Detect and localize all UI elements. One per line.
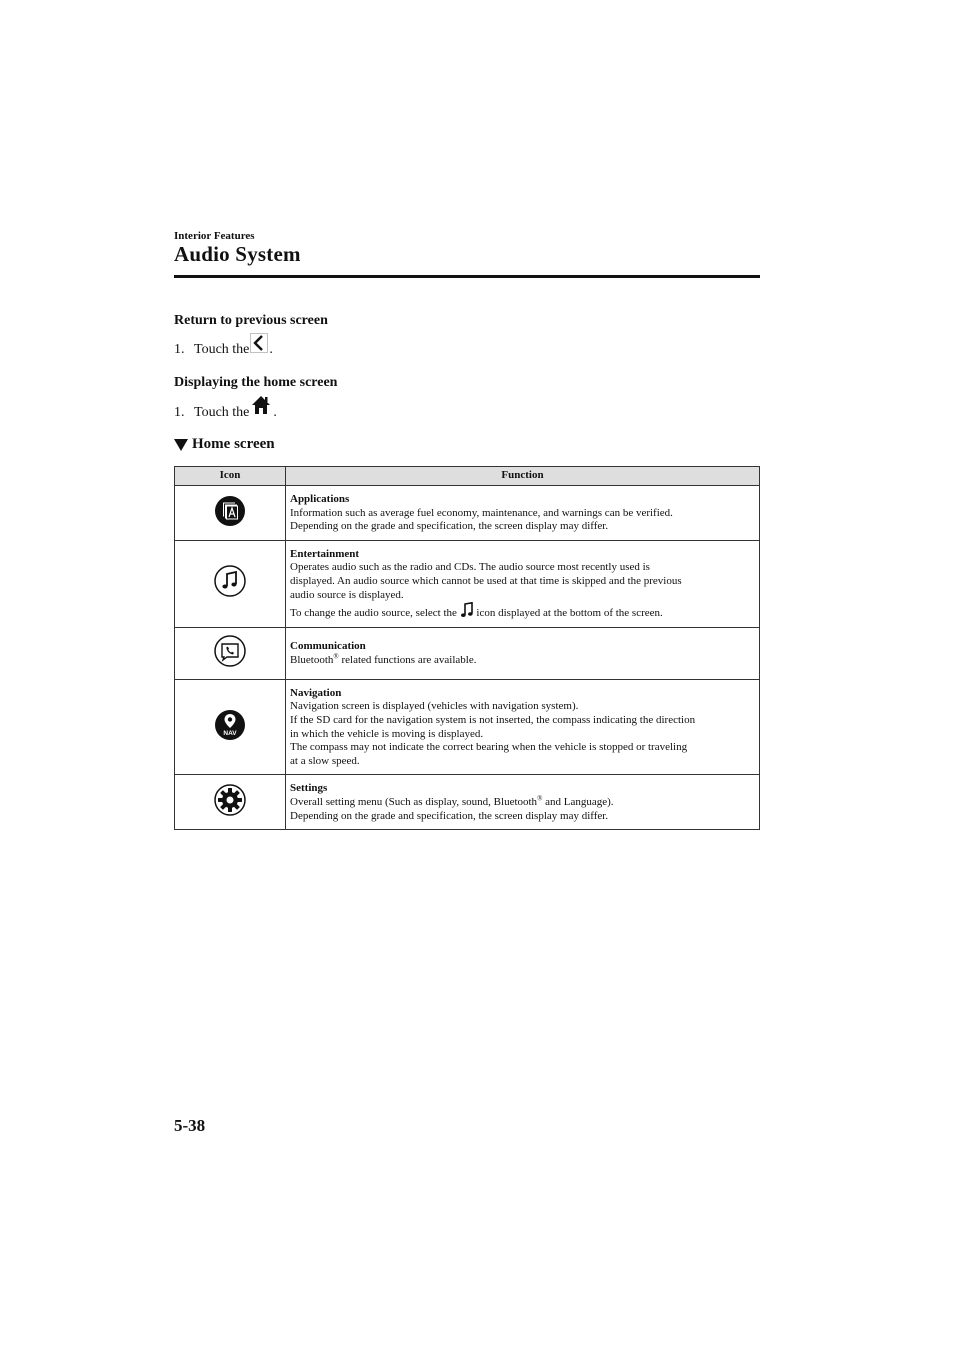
function-line: Navigation screen is displayed (vehicles with navigation system). — [290, 700, 579, 713]
function-cell — [286, 775, 760, 830]
step-number: 1. — [174, 405, 185, 420]
page-number: 5-38 — [174, 1116, 206, 1135]
header-function: Function — [286, 467, 760, 486]
function-cell — [286, 540, 760, 627]
function-text: Bluetooth — [290, 653, 334, 666]
home-display-step — [174, 394, 277, 421]
gear-icon — [214, 807, 246, 819]
function-line: Depending on the grade and specification, the screen display may differ. — [290, 520, 609, 533]
icon-cell — [175, 540, 286, 627]
table-row — [175, 540, 760, 627]
step-text: Touch the — [194, 405, 250, 420]
function-line: Information such as average fuel economy, maintenance, and warnings can be verified. — [290, 506, 673, 519]
music-note-icon — [214, 588, 246, 600]
function-name: Entertainment — [290, 547, 360, 560]
function-text: To change the audio source, select the — [290, 607, 457, 620]
icon-cell — [175, 679, 286, 775]
table-row — [175, 775, 760, 830]
section-label: Interior Features — [174, 230, 255, 242]
step-period: . — [269, 342, 273, 357]
function-line — [290, 796, 755, 810]
header-rule — [174, 275, 760, 278]
phone-icon — [214, 658, 246, 670]
applications-icon — [214, 518, 246, 530]
function-name: Navigation — [290, 686, 342, 699]
step-text: Touch the — [194, 342, 250, 357]
function-name: Communication — [290, 640, 366, 653]
icon-cell — [175, 627, 286, 679]
icon-cell — [175, 486, 286, 541]
home-icon — [250, 394, 272, 421]
function-line: displayed. An audio source which cannot be used at that time is skipped and the previous — [290, 574, 682, 587]
step-number: 1. — [174, 342, 185, 357]
function-line: in which the vehicle is moving is displayed. — [290, 727, 484, 740]
chapter-title: Audio System — [174, 242, 301, 266]
function-name: Settings — [290, 782, 328, 795]
step-period: . — [273, 405, 277, 420]
home-screen-heading — [174, 436, 275, 453]
triangle-bullet-icon — [174, 439, 188, 451]
function-cell — [286, 679, 760, 775]
function-text: and Language). — [542, 795, 614, 808]
home-screen-table — [174, 466, 760, 830]
header-icon: Icon — [175, 467, 286, 486]
function-line — [290, 602, 755, 621]
return-heading: Return to previous screen — [174, 313, 328, 328]
music-note-icon — [460, 607, 477, 619]
function-cell — [286, 627, 760, 679]
function-line: audio source is displayed. — [290, 588, 404, 601]
registered-mark: ® — [333, 652, 339, 661]
function-text: related functions are available. — [338, 653, 477, 666]
return-step — [174, 333, 273, 358]
registered-mark: ® — [537, 794, 543, 803]
table-row — [175, 486, 760, 541]
nav-icon-label: NAV — [223, 729, 237, 737]
function-line: If the SD card for the navigation system is not inserted, the compass indicating the direction — [290, 713, 696, 726]
function-text: icon displayed at the bottom of the screen. — [476, 607, 663, 620]
table-row — [175, 679, 760, 775]
function-line: Operates audio such as the radio and CDs. The audio source most recently used is — [290, 561, 650, 574]
home-display-heading: Displaying the home screen — [174, 375, 338, 390]
function-line — [290, 654, 755, 668]
function-text: Overall setting menu (Such as display, sound, Bluetooth — [290, 795, 538, 808]
function-line: at a slow speed. — [290, 754, 360, 767]
navigation-icon — [214, 729, 246, 744]
icon-cell — [175, 775, 286, 830]
table-header-row — [175, 467, 760, 486]
home-screen-title: Home screen — [192, 436, 275, 452]
function-name: Applications — [290, 493, 350, 505]
function-line: Depending on the grade and specification, the screen display may differ. — [290, 809, 609, 822]
chevron-left-icon — [250, 333, 268, 358]
table-row — [175, 627, 760, 679]
function-line: The compass may not indicate the correct bearing when the vehicle is stopped or traveling — [290, 741, 688, 754]
function-cell — [286, 486, 760, 541]
